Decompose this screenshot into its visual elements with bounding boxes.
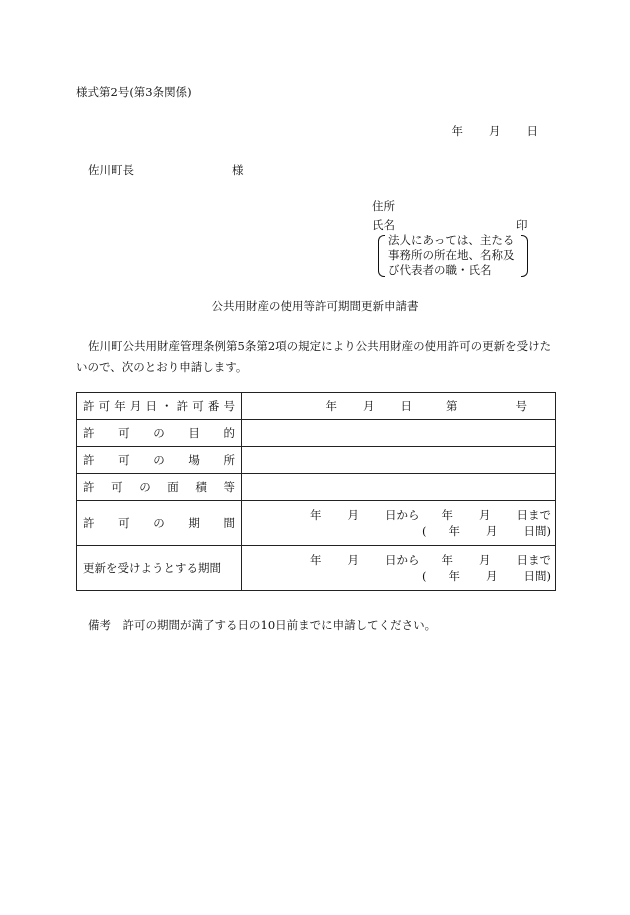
label-char: 所 bbox=[223, 453, 235, 467]
renewal-duration-day: 日間) bbox=[523, 569, 551, 583]
permit-date-value[interactable] bbox=[242, 393, 556, 420]
label-char: の bbox=[139, 480, 151, 494]
label-char: の bbox=[153, 516, 165, 530]
seal-mark: 印 bbox=[516, 218, 528, 232]
period-start-day: 日から bbox=[385, 508, 420, 522]
document-title: 公共用財産の使用等許可期間更新申請書 bbox=[211, 299, 419, 313]
renewal-period-value[interactable] bbox=[242, 546, 556, 591]
label-text bbox=[83, 425, 235, 441]
period-end-month: 月 bbox=[479, 508, 491, 522]
label-char: 間 bbox=[223, 516, 235, 530]
corporation-note-line: び代表者の職・氏名 bbox=[388, 263, 492, 277]
renewal-duration-month: 月 bbox=[486, 569, 498, 583]
label-char: 許 bbox=[83, 426, 95, 440]
duration-day: 日間) bbox=[523, 524, 551, 538]
label-char: 可 bbox=[118, 516, 130, 530]
corporation-note bbox=[378, 233, 528, 277]
label-char: 日 bbox=[145, 399, 157, 413]
bracket-right bbox=[521, 235, 528, 277]
label-char: 等 bbox=[223, 480, 235, 494]
period-start-year: 年 bbox=[310, 508, 322, 522]
period-value[interactable] bbox=[242, 501, 556, 546]
area-value[interactable] bbox=[242, 474, 556, 501]
table-row bbox=[77, 420, 556, 447]
row-label-purpose bbox=[77, 420, 242, 447]
label-char: 可 bbox=[192, 399, 204, 413]
row-label-period bbox=[77, 501, 242, 546]
permit-month: 月 bbox=[363, 399, 375, 413]
table-row bbox=[77, 393, 556, 420]
label-char: 面 bbox=[167, 480, 179, 494]
application-table bbox=[76, 392, 556, 591]
date-month: 月 bbox=[489, 124, 501, 138]
renewal-end-month: 月 bbox=[479, 553, 491, 567]
renewal-duration-year: 年 bbox=[448, 569, 460, 583]
label-char: 可 bbox=[111, 480, 123, 494]
label-text: 更新を受けようとする期間 bbox=[83, 561, 221, 575]
label-char: 場 bbox=[188, 453, 200, 467]
table-row bbox=[77, 501, 556, 546]
renewal-start-year: 年 bbox=[310, 553, 322, 567]
renewal-duration-open-paren: ( bbox=[422, 569, 427, 583]
permit-day: 日 bbox=[400, 399, 412, 413]
label-char: 年 bbox=[114, 399, 126, 413]
period-end-day: 日まで bbox=[516, 508, 551, 522]
table-row bbox=[77, 546, 556, 591]
permit-number-prefix: 第 bbox=[446, 399, 458, 413]
duration-open-paren: ( bbox=[422, 524, 427, 538]
corporation-note-line: 事務所の所在地、名称及 bbox=[388, 248, 515, 262]
bracket-left bbox=[378, 235, 385, 277]
label-char: 許 bbox=[83, 399, 95, 413]
date-day: 日 bbox=[526, 124, 538, 138]
label-char: の bbox=[153, 426, 165, 440]
corporation-note-line: 法人にあっては、主たる bbox=[388, 233, 515, 247]
name-label: 氏名 bbox=[372, 218, 395, 232]
row-label-renewal-period bbox=[77, 546, 242, 591]
label-char: 目 bbox=[188, 426, 200, 440]
renewal-end-day: 日まで bbox=[516, 553, 551, 567]
label-char: 許 bbox=[176, 399, 189, 413]
renewal-start-day: 日から bbox=[385, 553, 420, 567]
body-paragraph: 佐川町公共用財産管理条例第5条第2項の規定により公共用財産の使用許可の更新を受けたいので、次のとおり申請します。 bbox=[76, 339, 552, 374]
duration-month: 月 bbox=[486, 524, 498, 538]
place-value[interactable] bbox=[242, 447, 556, 474]
label-char: 月 bbox=[129, 399, 142, 413]
recipient-honorific: 様 bbox=[232, 163, 244, 177]
permit-year: 年 bbox=[325, 399, 337, 413]
recipient-name: 佐川町長 bbox=[88, 163, 134, 177]
duration-year: 年 bbox=[448, 524, 460, 538]
label-char: 号 bbox=[223, 399, 235, 413]
label-char: 可 bbox=[98, 399, 111, 413]
table-row bbox=[77, 474, 556, 501]
label-char: 許 bbox=[83, 516, 95, 530]
label-text bbox=[83, 479, 235, 495]
period-end-year: 年 bbox=[441, 508, 453, 522]
row-label-area bbox=[77, 474, 242, 501]
label-char: 期 bbox=[188, 516, 200, 530]
table-row bbox=[77, 447, 556, 474]
label-char: 可 bbox=[118, 453, 130, 467]
permit-number-suffix: 号 bbox=[515, 399, 527, 413]
form-number: 様式第2号(第3条関係) bbox=[76, 85, 192, 99]
row-label-place bbox=[77, 447, 242, 474]
purpose-value[interactable] bbox=[242, 420, 556, 447]
date-year: 年 bbox=[451, 124, 463, 138]
date-line bbox=[452, 123, 539, 139]
address-label: 住所 bbox=[372, 199, 395, 213]
renewal-end-year: 年 bbox=[441, 553, 453, 567]
label-text bbox=[83, 515, 235, 531]
label-char: 許 bbox=[83, 453, 95, 467]
label-text bbox=[83, 398, 235, 414]
label-char: ・ bbox=[161, 399, 173, 413]
label-char: 可 bbox=[118, 426, 130, 440]
label-char: 番 bbox=[207, 399, 220, 413]
label-char: 許 bbox=[83, 480, 95, 494]
period-start-month: 月 bbox=[347, 508, 359, 522]
remark-note: 備考 許可の期間が満了する日の10日前までに申請してください。 bbox=[88, 618, 437, 632]
renewal-start-month: 月 bbox=[347, 553, 359, 567]
label-char: 的 bbox=[223, 426, 235, 440]
label-char: 積 bbox=[195, 480, 207, 494]
row-label-permit-date bbox=[77, 393, 242, 420]
label-char: の bbox=[153, 453, 165, 467]
label-text bbox=[83, 452, 235, 468]
